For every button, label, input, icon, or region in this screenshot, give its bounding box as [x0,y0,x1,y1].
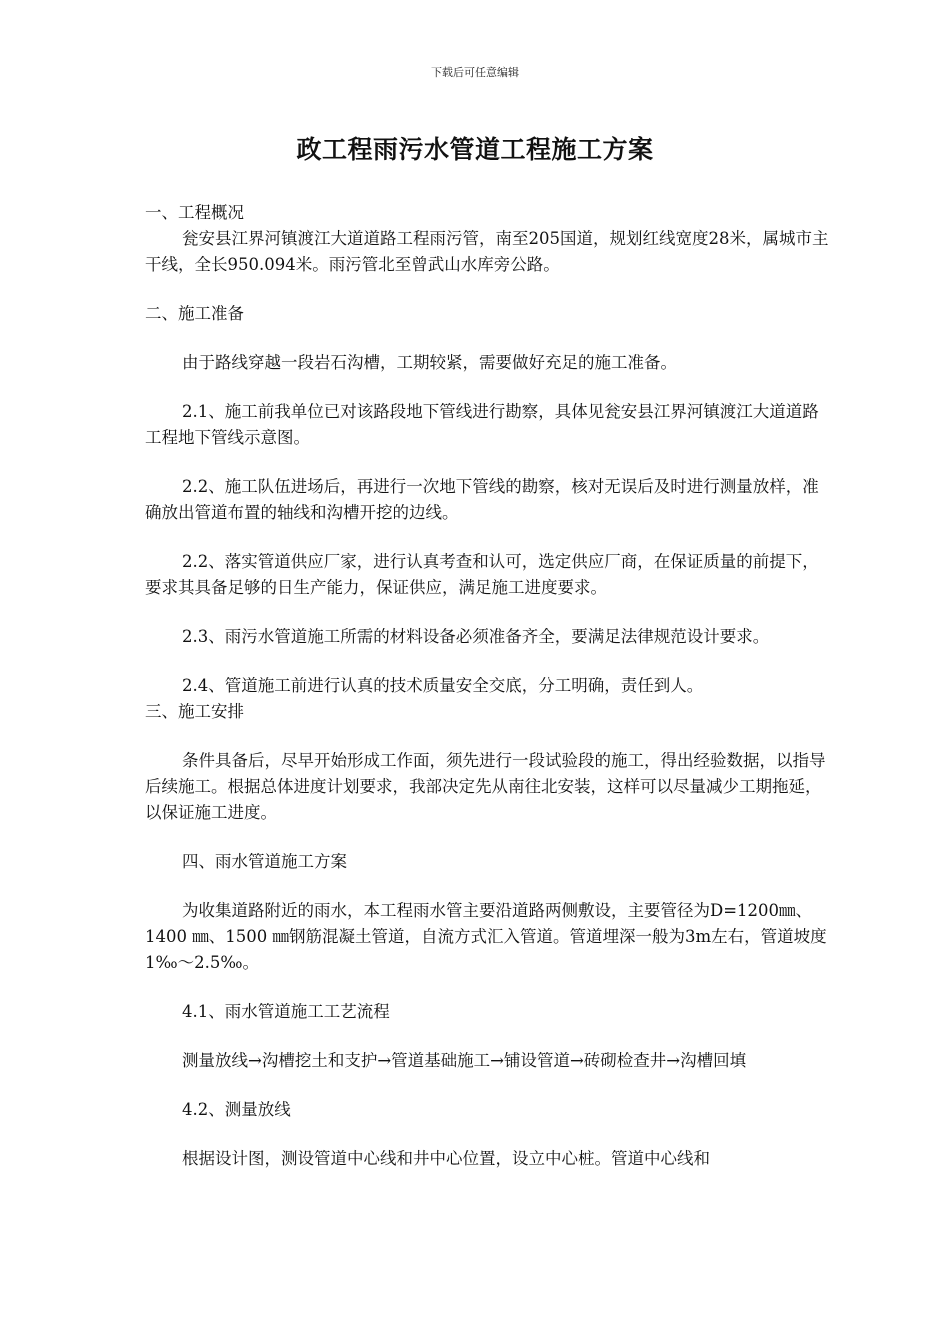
subheading-4-1: 4.1、雨水管道施工工艺流程 [182,1002,390,1021]
paragraph-prep-2-3: 2.3、雨污水管道施工所需的材料设备必须准备齐全，要满足法律规范设计要求。 [182,627,770,646]
header-note: 下载后可任意编辑 [431,66,519,79]
paragraph-survey: 根据设计图，测设管道中心线和井中心位置，设立中心桩。管道中心线和 [182,1149,710,1168]
paragraph-arrangement: 条件具备后，尽早开始形成工作面，须先进行一段试验段的施工，得出经验数据，以指导后续施工。根据总体进度计划要求，我部决定先从南往北安装，这样可以尽量减少工期拖延，以保证施工进度。 [145,751,826,822]
paragraph-prep-2-2b: 2.2、落实管道供应厂家，进行认真考查和认可，选定供应厂商，在保证质量的前提下，要求其具备足够的日生产能力，保证供应，满足施工进度要求。 [145,552,819,597]
section-heading-arrangement: 三、施工安排 [145,702,244,721]
paragraph-prep-2-1: 2.1、施工前我单位已对该路段地下管线进行勘察，具体见瓮安县江界河镇渡江大道道路工程地下管线示意图。 [145,402,819,447]
subheading-4-2: 4.2、测量放线 [182,1100,291,1119]
paragraph-process-flow: 测量放线→沟槽挖土和支护→管道基础施工→铺设管道→砖砌检查井→沟槽回填 [182,1051,747,1070]
document-body [145,200,830,1172]
paragraph-overview: 瓮安县江界河镇渡江大道道路工程雨污管，南至205国道，规划红线宽度28米，属城市主干线，全长950.094米。雨污管北至曾武山水库旁公路。 [145,229,829,274]
paragraph-rainwater-plan: 为收集道路附近的雨水，本工程雨水管主要沿道路两侧敷设，主要管径为D=1200㎜、1400 ㎜、1500 ㎜钢筋混凝土管道，自流方式汇入管道。管道埋深一般为3m左右，管道坡度1‰～2.5‰。 [145,901,827,972]
paragraph-prep-2-2a: 2.2、施工队伍进场后，再进行一次地下管线的勘察，核对无误后及时进行测量放样，准确放出管道布置的轴线和沟槽开挖的边线。 [145,477,819,522]
paragraph-prep-2-4: 2.4、管道施工前进行认真的技术质量安全交底，分工明确，责任到人。 [182,676,704,695]
section-heading-preparation: 二、施工准备 [145,304,244,323]
section-heading-rainwater-plan: 四、雨水管道施工方案 [182,852,347,871]
section-heading-overview: 一、工程概况 [145,203,244,222]
paragraph-preparation-intro: 由于路线穿越一段岩石沟槽，工期较紧，需要做好充足的施工准备。 [182,353,677,372]
document-title: 政工程雨污水管道工程施工方案 [296,135,654,164]
